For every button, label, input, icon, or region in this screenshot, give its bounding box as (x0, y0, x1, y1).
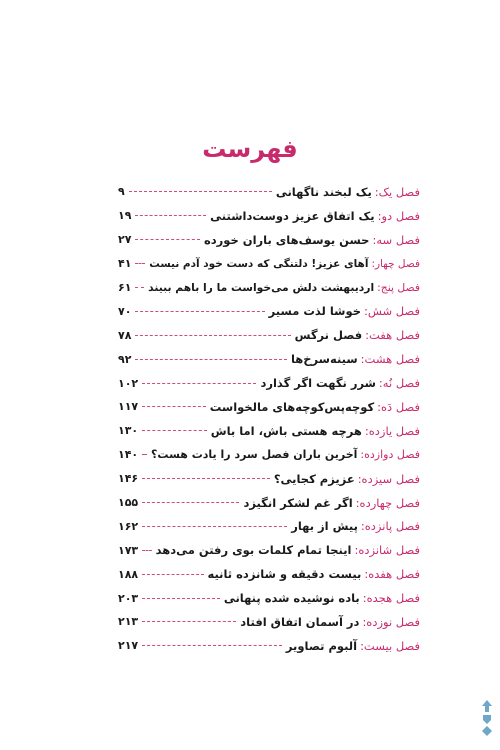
page-number: ۲۱۷ (118, 639, 139, 653)
leader-dashes (135, 287, 144, 288)
chapter-title: در آسمان اتفاق افتاد (240, 614, 360, 629)
chapter-label: فصل نوزده: (362, 614, 420, 629)
page-number: ۲۷ (118, 233, 132, 247)
leader-dashes (135, 239, 200, 240)
page-number: ۲۱۳ (118, 615, 139, 629)
toc-entry (118, 228, 420, 252)
chapter-title: اینجا تمام کلمات بوی رفتن می‌دهد (155, 543, 352, 558)
chapter-title: یک لبخند ناگهانی (275, 184, 372, 199)
leader-dashes (142, 383, 256, 384)
chapter-label: فصل یک: (374, 184, 420, 199)
toc-entry (118, 276, 420, 300)
toc-entry (118, 634, 420, 658)
chapter-label: فصل پانزده: (360, 519, 420, 534)
leader-dashes (135, 359, 287, 360)
chapter-label: فصل شش: (363, 304, 420, 319)
toc-entry (118, 419, 420, 443)
page-number: ۱۱۷ (118, 400, 139, 414)
page-number: ۱۷۳ (118, 543, 139, 557)
chapter-title: پیش از بهار (291, 519, 358, 534)
page-number: ۱۴۰ (118, 448, 139, 462)
toc-entry (118, 467, 420, 491)
toc-entry (118, 610, 420, 634)
toc-entry (118, 538, 420, 562)
chapter-title: حسن یوسف‌های باران خورده (203, 232, 370, 247)
page-number: ۴۱ (118, 257, 132, 271)
leader-dashes (135, 215, 206, 216)
chapter-label: فصل بیست: (360, 638, 420, 653)
chapter-title: سینه‌سرخ‌ها (290, 352, 358, 367)
toc-entry (118, 514, 420, 538)
leader-dashes (135, 263, 145, 264)
toc-entry (118, 371, 420, 395)
toc-entry (118, 299, 420, 323)
page-number: ۱۳۰ (118, 424, 139, 438)
table-of-contents (118, 180, 420, 658)
page-title: فهرست (202, 135, 298, 163)
chapter-label: فصل سه: (372, 232, 420, 247)
page-number: ۲۰۳ (118, 591, 139, 605)
chapter-title: آهای عزیز! دلتنگی که دست خود آدم نیست (149, 257, 369, 270)
leader-dashes (142, 598, 220, 599)
chapter-title: یک اتفاق عزیز دوست‌داشتنی (210, 208, 375, 223)
leader-dashes (142, 406, 206, 407)
chapter-label: فصل شانزده: (354, 543, 420, 558)
chapter-title: آلبوم تصاویر (285, 638, 358, 653)
chapter-title: هرچه هستی باش، اما باش (210, 423, 362, 438)
toc-entry (118, 395, 420, 419)
page-number: ۱۶۲ (118, 519, 139, 533)
leader-dashes (142, 645, 282, 646)
leader-dashes (142, 526, 287, 527)
toc-entry (118, 347, 420, 371)
toc-entry (118, 323, 420, 347)
leader-dashes (142, 550, 151, 551)
page-number: ۱۰۲ (118, 376, 139, 390)
chapter-title: اگر غم لشکر انگیزد (243, 495, 353, 510)
chapter-label: فصل چهار: (371, 257, 420, 270)
leader-dashes (142, 574, 203, 575)
chapter-label: فصل دَه: (377, 399, 420, 414)
toc-entry (118, 180, 420, 204)
chapter-title: آخرین باران فصل سرد را یادت هست؟ (151, 448, 358, 462)
chapter-title: کوچه‌پس‌کوچه‌های مالخواست (209, 399, 375, 414)
chapter-title: فصل نرگس (294, 328, 363, 343)
page-number: ۱۹ (118, 209, 132, 223)
page-number: ۹ (118, 185, 125, 199)
chapter-label: فصل هفت: (365, 328, 420, 343)
toc-entry (118, 204, 420, 228)
chapter-label: فصل هجده: (362, 591, 420, 606)
page-number: ۱۸۸ (118, 567, 139, 581)
page-number: ۹۲ (118, 352, 132, 366)
chapter-label: فصل چهارده: (355, 495, 420, 510)
chapter-title: باده نوشیده شده پنهانی (223, 591, 360, 606)
chapter-label: فصل دو: (377, 208, 420, 223)
toc-entry (118, 443, 420, 467)
leader-dashes (129, 191, 272, 192)
chapter-label: فصل سیزده: (357, 471, 420, 486)
chapter-title: اردیبهشت دلش می‌خواست ما را باهم ببیند (148, 281, 375, 294)
leader-dashes (142, 430, 207, 431)
leader-dashes (135, 335, 290, 336)
chapter-label: فصل هفده: (364, 567, 420, 582)
page-number: ۱۵۵ (118, 496, 139, 510)
page-number: ۷۸ (118, 328, 132, 342)
chapter-label: فصل نُه: (378, 376, 420, 391)
toc-entry (118, 562, 420, 586)
publisher-logo (480, 698, 494, 738)
toc-entry (118, 491, 420, 515)
toc-entry (118, 252, 420, 276)
leader-dashes (142, 478, 270, 479)
chapter-label: فصل یازده: (364, 423, 420, 438)
chapter-title: عزیزم کجایی؟ (273, 471, 355, 486)
chapter-label: فصل دوازده: (360, 448, 420, 462)
chapter-title: بیست دقیقه و شانزده ثانیه (207, 567, 362, 582)
page-number: ۶۱ (118, 281, 132, 294)
leader-dashes (142, 454, 147, 455)
chapter-title: خوشا لذت مسیر (268, 304, 361, 319)
chapter-label: فصل هشت: (360, 352, 420, 367)
chapter-label: فصل پنج: (377, 281, 420, 294)
toc-entry (118, 586, 420, 610)
leader-dashes (142, 621, 236, 622)
page-number: ۷۰ (118, 304, 132, 318)
leader-dashes (135, 311, 264, 312)
leader-dashes (142, 502, 239, 503)
page-number: ۱۴۶ (118, 472, 139, 486)
chapter-title: شرر نگهت اگر گذارد (260, 376, 376, 391)
